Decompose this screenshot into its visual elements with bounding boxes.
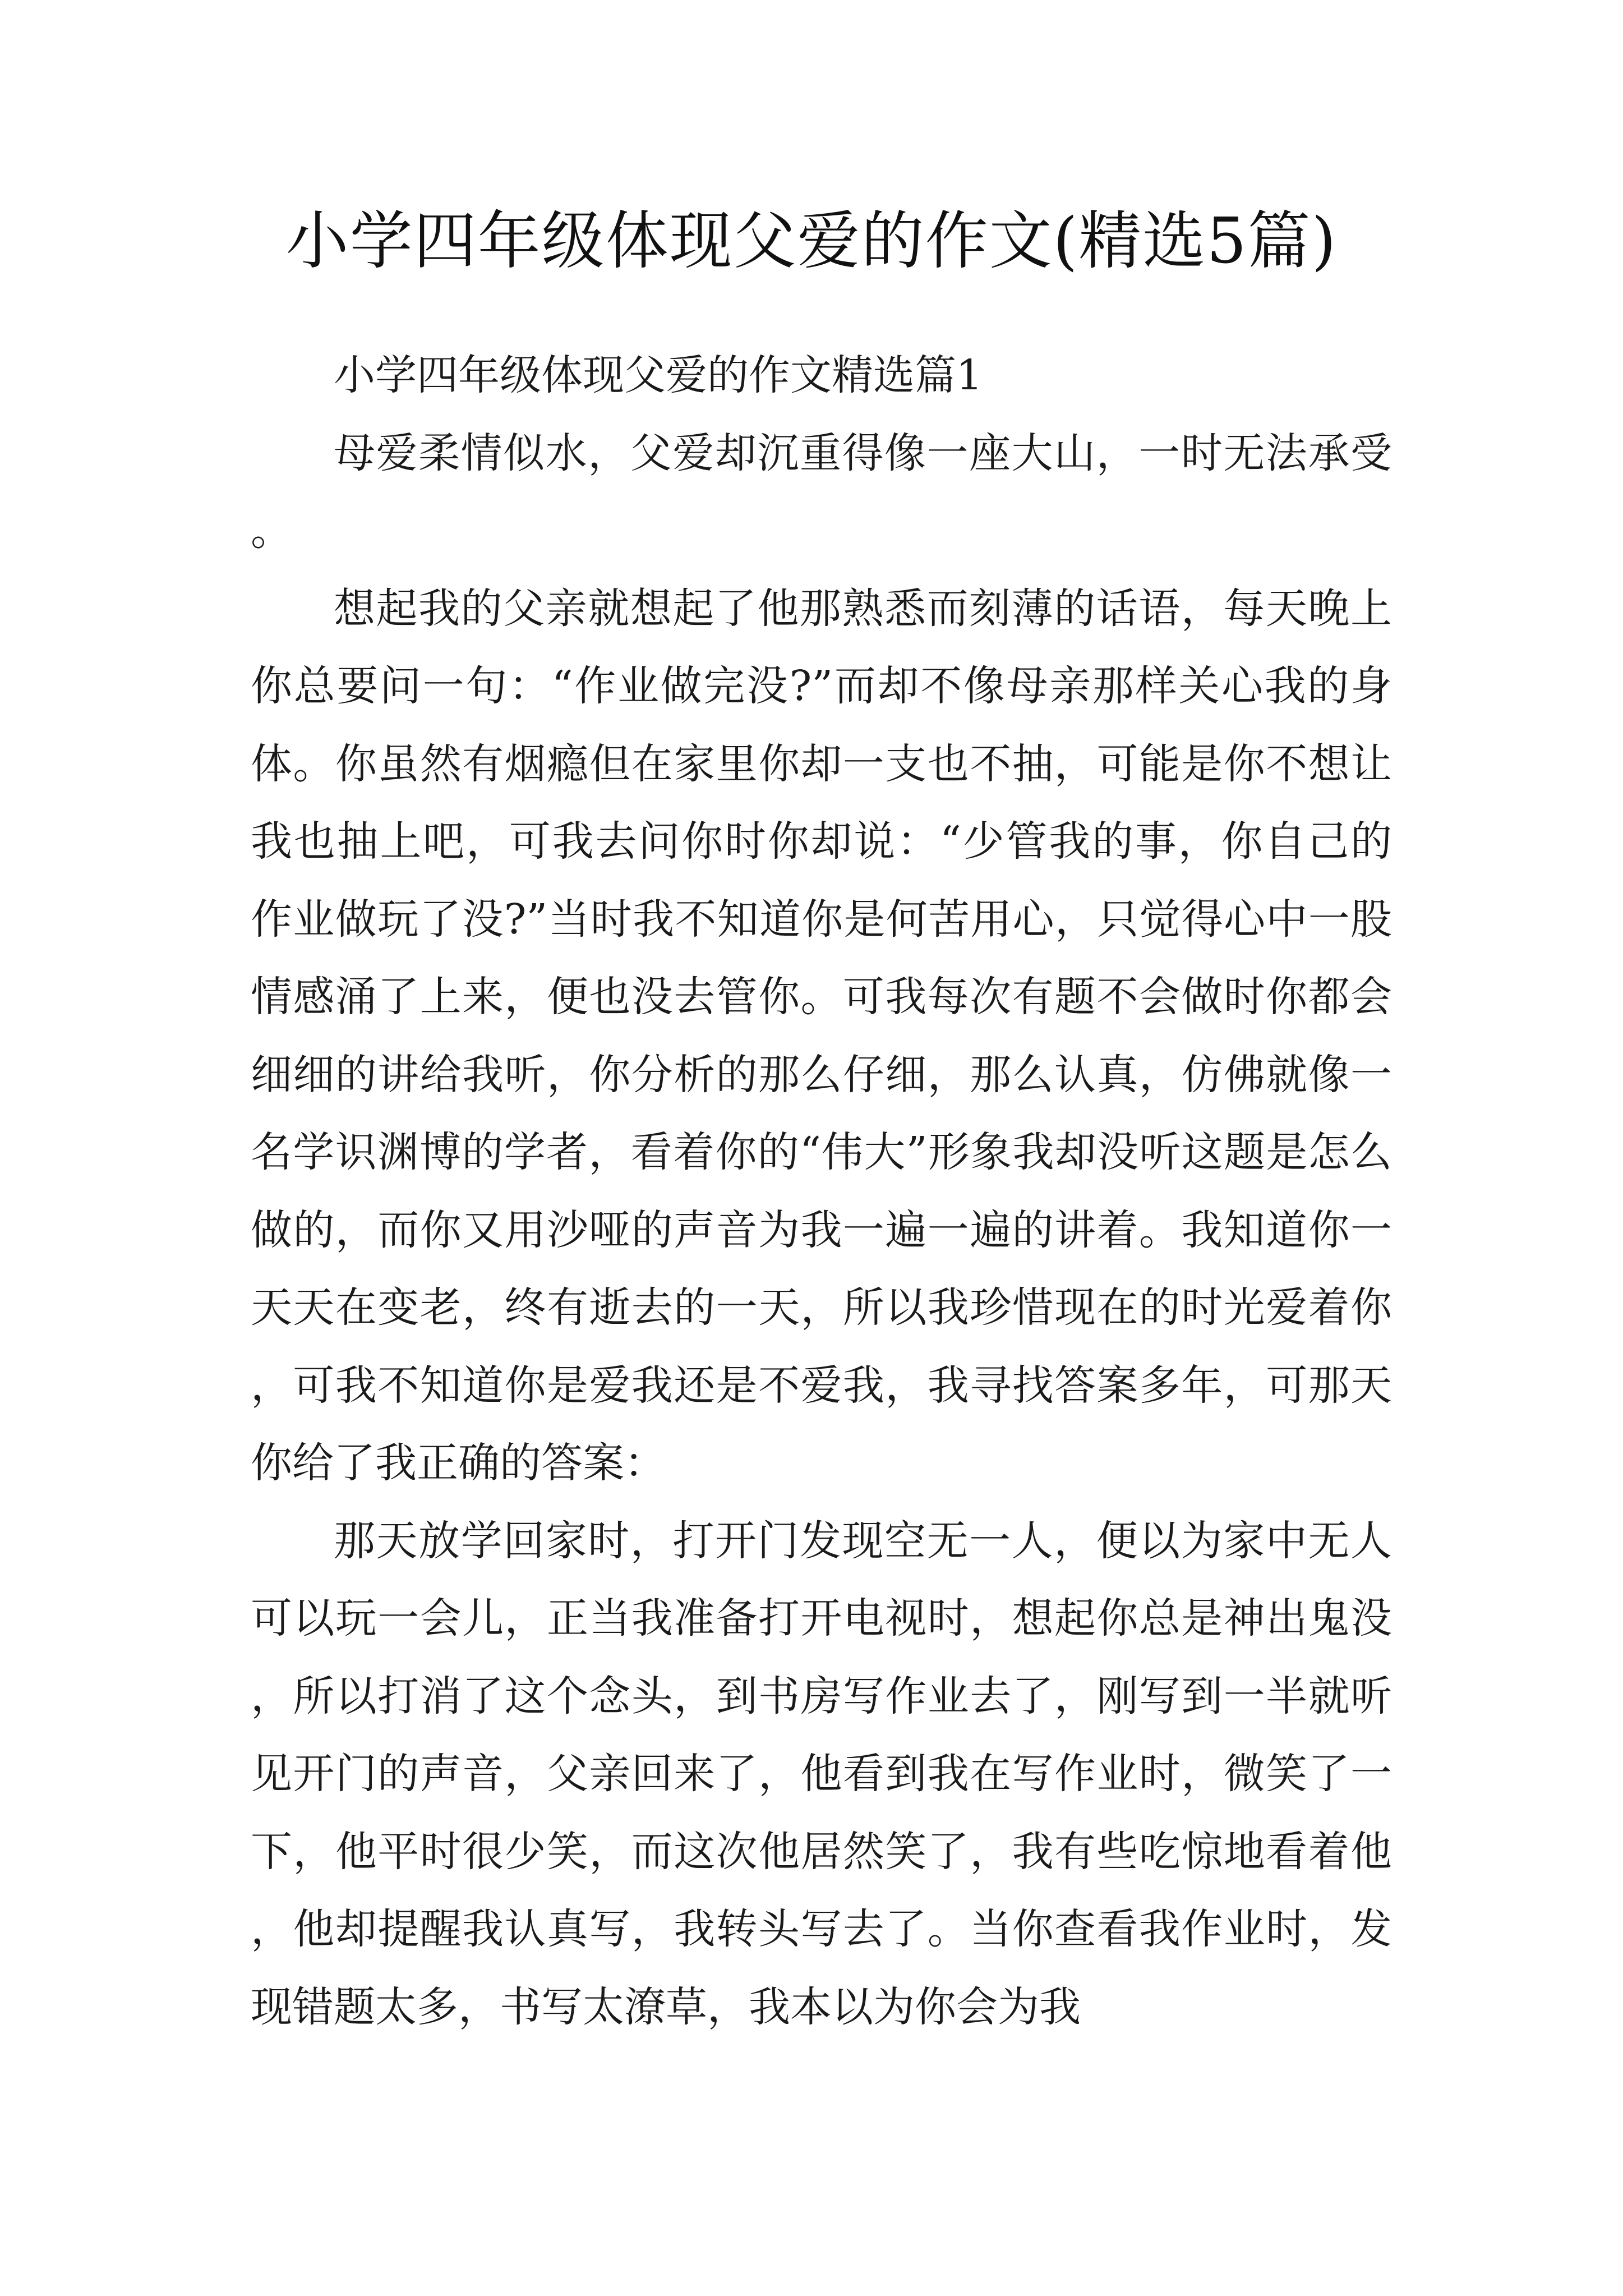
document-body bbox=[251, 337, 1392, 2046]
document-title: 小学四年级体现父爱的作文(精选5篇) bbox=[285, 205, 1338, 278]
section-heading: 小学四年级体现父爱的作文精选篇1 bbox=[334, 351, 983, 399]
paragraph: 母爱柔情似水，父爱却沉重得像一座大山，一时无法承受。 bbox=[251, 429, 1392, 555]
paragraph: 想起我的父亲就想起了他那熟悉而刻薄的话语，每天晚上你总要问一句：“作业做完没?”而却不像母亲那样关心我的身体。你虽然有烟瘾但在家里你却一支也不抽，可能是你不想让我也抽上吧，可我去问你时你却说：“少管我的事，你自己的作业做玩了没?”当时我不知道你是何苦用心，只觉得心中一股情感涌了上来，便也没去管你。可我每次有题不会做时你都会细细的讲给我听，你分析的那么仔细，那么认真，仿佛就像一名学识渊博的学者，看着你的“伟大”形象我却没听这题是怎么做的，而你又用沙哑的声音为我一遍一遍的讲着。我知道你一天天在变老，终有逝去的一天，所以我珍惜现在的时光爱着你，可我不知道你是爱我还是不爱我，我寻找答案多年，可那天你给了我正确的答案： bbox=[251, 584, 1392, 1487]
paragraph: 那天放学回家时，打开门发现空无一人，便以为家中无人可以玩一会儿，正当我准备打开电视时，想起你总是神出鬼没，所以打消了这个念头，到书房写作业去了，刚写到一半就听见开门的声音，父亲回来了，他看到我在写作业时，微笑了一下，他平时很少笑，而这次他居然笑了，我有些吃惊地看着他，他却提醒我认真写，我转头写去了。当你查看我作业时，发现错题太多，书写太潦草，我本以为你会为我 bbox=[251, 1516, 1392, 2031]
